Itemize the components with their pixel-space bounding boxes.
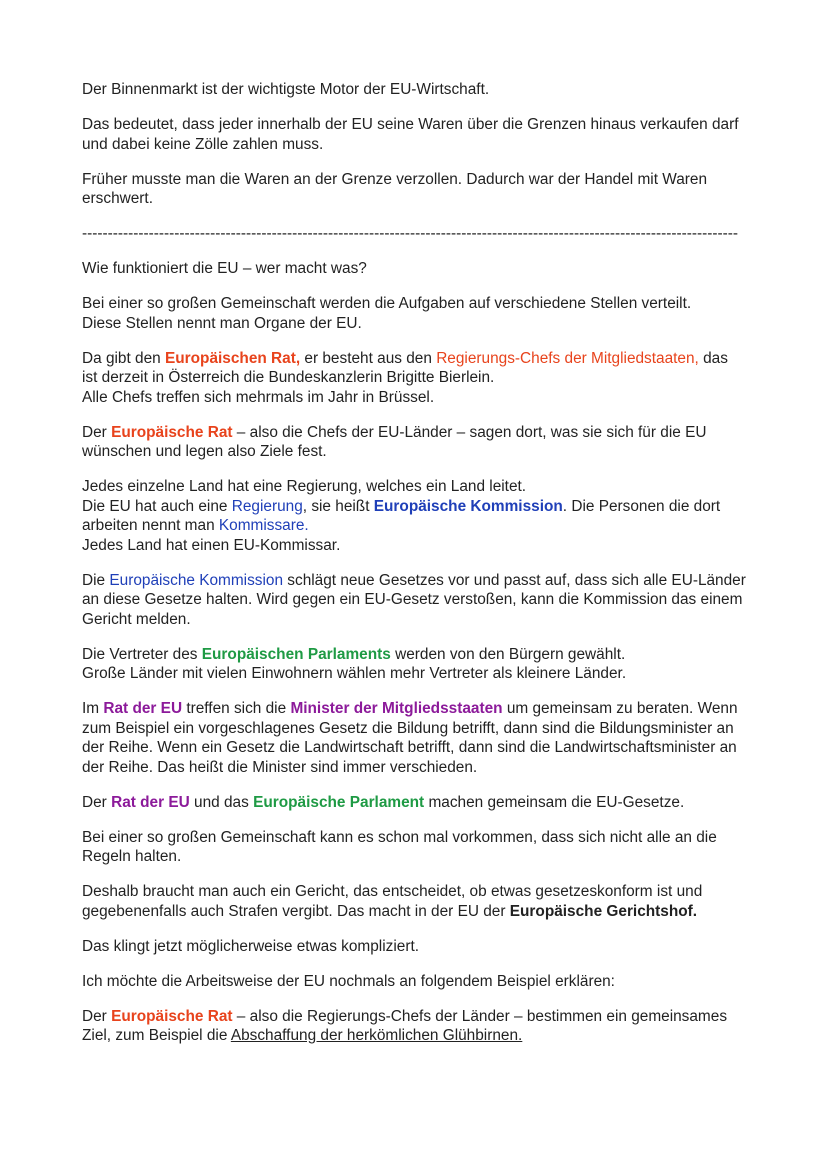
- highlight-minister: Minister der Mitgliedsstaaten: [290, 700, 503, 717]
- document-page: [82, 80, 747, 1061]
- highlight-europaeisches-parlament: Europäische Parlament: [253, 793, 425, 811]
- highlight-europaeischer-rat: Europäischen Rat,: [165, 349, 301, 367]
- paragraph-kompliziert: Das klingt jetzt möglicherweise etwas kompliziert.: [82, 937, 420, 955]
- highlight-regierungs-chefs: Regierungs-Chefs der Mitgliedstaaten,: [436, 349, 699, 367]
- text-span: . Die Personen die dort arbeiten nennt man: [82, 497, 721, 534]
- paragraph-europaeischer-rat: [82, 349, 747, 408]
- dashed-separator: --------------------------------------------------------------------------------------------------------------------------------: [82, 225, 739, 242]
- text-span: – also die Regierungs-Chefs der Länder – bestimmen ein gemeinsames Ziel, zum Beispiel die: [82, 1007, 728, 1044]
- organe-line-2: Diese Stellen nennt man Organe der EU.: [82, 314, 362, 332]
- highlight-europaeische-kommission: Europäische Kommission: [109, 571, 284, 589]
- paragraph-kommission: [82, 477, 747, 555]
- paragraph-rat-der-eu: [82, 699, 747, 777]
- text-span: machen gemeinsam die EU-Gesetze.: [424, 793, 685, 811]
- paragraph-question: Wie funktioniert die EU – wer macht was?: [82, 260, 367, 277]
- paragraph-zollfrei: Das bedeutet, dass jeder innerhalb der EU seine Waren über die Grenzen hinaus verkaufen darf und dabei keine Zölle zahlen muss.: [82, 116, 739, 153]
- text-span: treffen sich die: [182, 700, 291, 717]
- text-span: Alle Chefs treffen sich mehrmals im Jahr in Brüssel.: [82, 388, 435, 406]
- highlight-europaeischer-rat: Europäische Rat: [111, 423, 233, 441]
- paragraph-gesetzgebung: [82, 793, 747, 813]
- highlight-europaeischer-rat: Europäische Rat: [111, 1007, 233, 1025]
- paragraph-kommission-gesetze: [82, 571, 747, 630]
- highlight-rat-der-eu: Rat der EU: [103, 700, 183, 717]
- text-span: Große Länder mit vielen Einwohnern wählen mehr Vertreter als kleinere Länder.: [82, 665, 627, 682]
- text-span: um gemeinsam zu beraten. Wenn zum Beispiel ein vorgeschlagenes Gesetz die Bildung betrifft, dann sind die Bildungsminister an der Reihe. Wenn ein Gesetz die Landwirtschaft betrifft, dann sind die Landwirtschaftsminister an der Reihe. Das heißt die Minister sind immer verschieden.: [82, 700, 738, 776]
- paragraph-regeln: Bei einer so großen Gemeinschaft kann es schon mal vorkommen, dass sich nicht alle an die Regeln halten.: [82, 828, 717, 865]
- text-span: Die Vertreter des: [82, 645, 202, 663]
- paragraph-frueher: Früher musste man die Waren an der Grenze verzollen. Dadurch war der Handel mit Waren erschwert.: [82, 170, 708, 207]
- text-span: Die: [82, 571, 110, 589]
- text-span: Deshalb braucht man auch ein Gericht, das entscheidet, ob etwas gesetzeskonform ist und gegebenenfalls auch Strafen vergibt. Das macht in der EU der: [82, 883, 703, 920]
- text-span: Der: [82, 423, 112, 441]
- highlight-europaeische-kommission: Europäische Kommission: [373, 497, 563, 515]
- paragraph-rat-ziele: [82, 423, 747, 462]
- text-span: werden von den Bürgern gewählt.: [390, 645, 626, 663]
- text-span: Der: [82, 793, 112, 811]
- text-span: Da gibt den: [82, 349, 165, 367]
- paragraph-parlament: [82, 645, 747, 684]
- text-span: und das: [189, 793, 254, 811]
- text-span: , sie heißt: [302, 497, 374, 515]
- highlight-regierung: Regierung: [231, 497, 303, 515]
- paragraph-binnenmarkt: Der Binnenmarkt ist der wichtigste Motor der EU-Wirtschaft.: [82, 81, 490, 98]
- paragraph-beispiel-intro: Ich möchte die Arbeitsweise der EU nochmals an folgendem Beispiel erklären:: [82, 972, 615, 990]
- text-span: schlägt neue Gesetzes vor und passt auf, dass sich alle EU-Länder an diese Gesetze halten. Wird gegen ein EU-Gesetz verstoßen, kann die Kommission das einem Gericht melden.: [82, 571, 746, 628]
- organe-line-1: Bei einer so großen Gemeinschaft werden die Aufgaben auf verschiedene Stellen verteilt.: [82, 295, 692, 312]
- text-span: Jedes einzelne Land hat eine Regierung, welches ein Land leitet.: [82, 478, 527, 495]
- text-span: er besteht aus den: [300, 349, 437, 367]
- paragraph-beispiel: [82, 1007, 747, 1046]
- text-span: das ist derzeit in Österreich die Bundeskanzlerin Brigitte Bierlein.: [82, 349, 728, 386]
- text-span: Die EU hat auch eine: [82, 497, 232, 515]
- highlight-kommissare: Kommissare.: [218, 517, 309, 534]
- paragraph-gerichtshof: [82, 882, 747, 921]
- text-span: – also die Chefs der EU-Länder – sagen dort, was sie sich für die EU wünschen und legen also Ziele fest.: [82, 423, 707, 460]
- underlined-gluehbirnen: Abschaffung der herkömlichen Glühbirnen.: [230, 1027, 523, 1044]
- text-span: Im: [82, 700, 104, 717]
- highlight-rat-der-eu: Rat der EU: [111, 793, 190, 811]
- text-span: Der: [82, 1007, 112, 1025]
- paragraph-organe: [82, 294, 747, 333]
- highlight-gerichtshof: Europäische Gerichtshof.: [509, 902, 698, 920]
- text-span: Jedes Land hat einen EU-Kommissar.: [82, 536, 341, 554]
- highlight-europaeisches-parlament: Europäischen Parlaments: [201, 645, 391, 663]
